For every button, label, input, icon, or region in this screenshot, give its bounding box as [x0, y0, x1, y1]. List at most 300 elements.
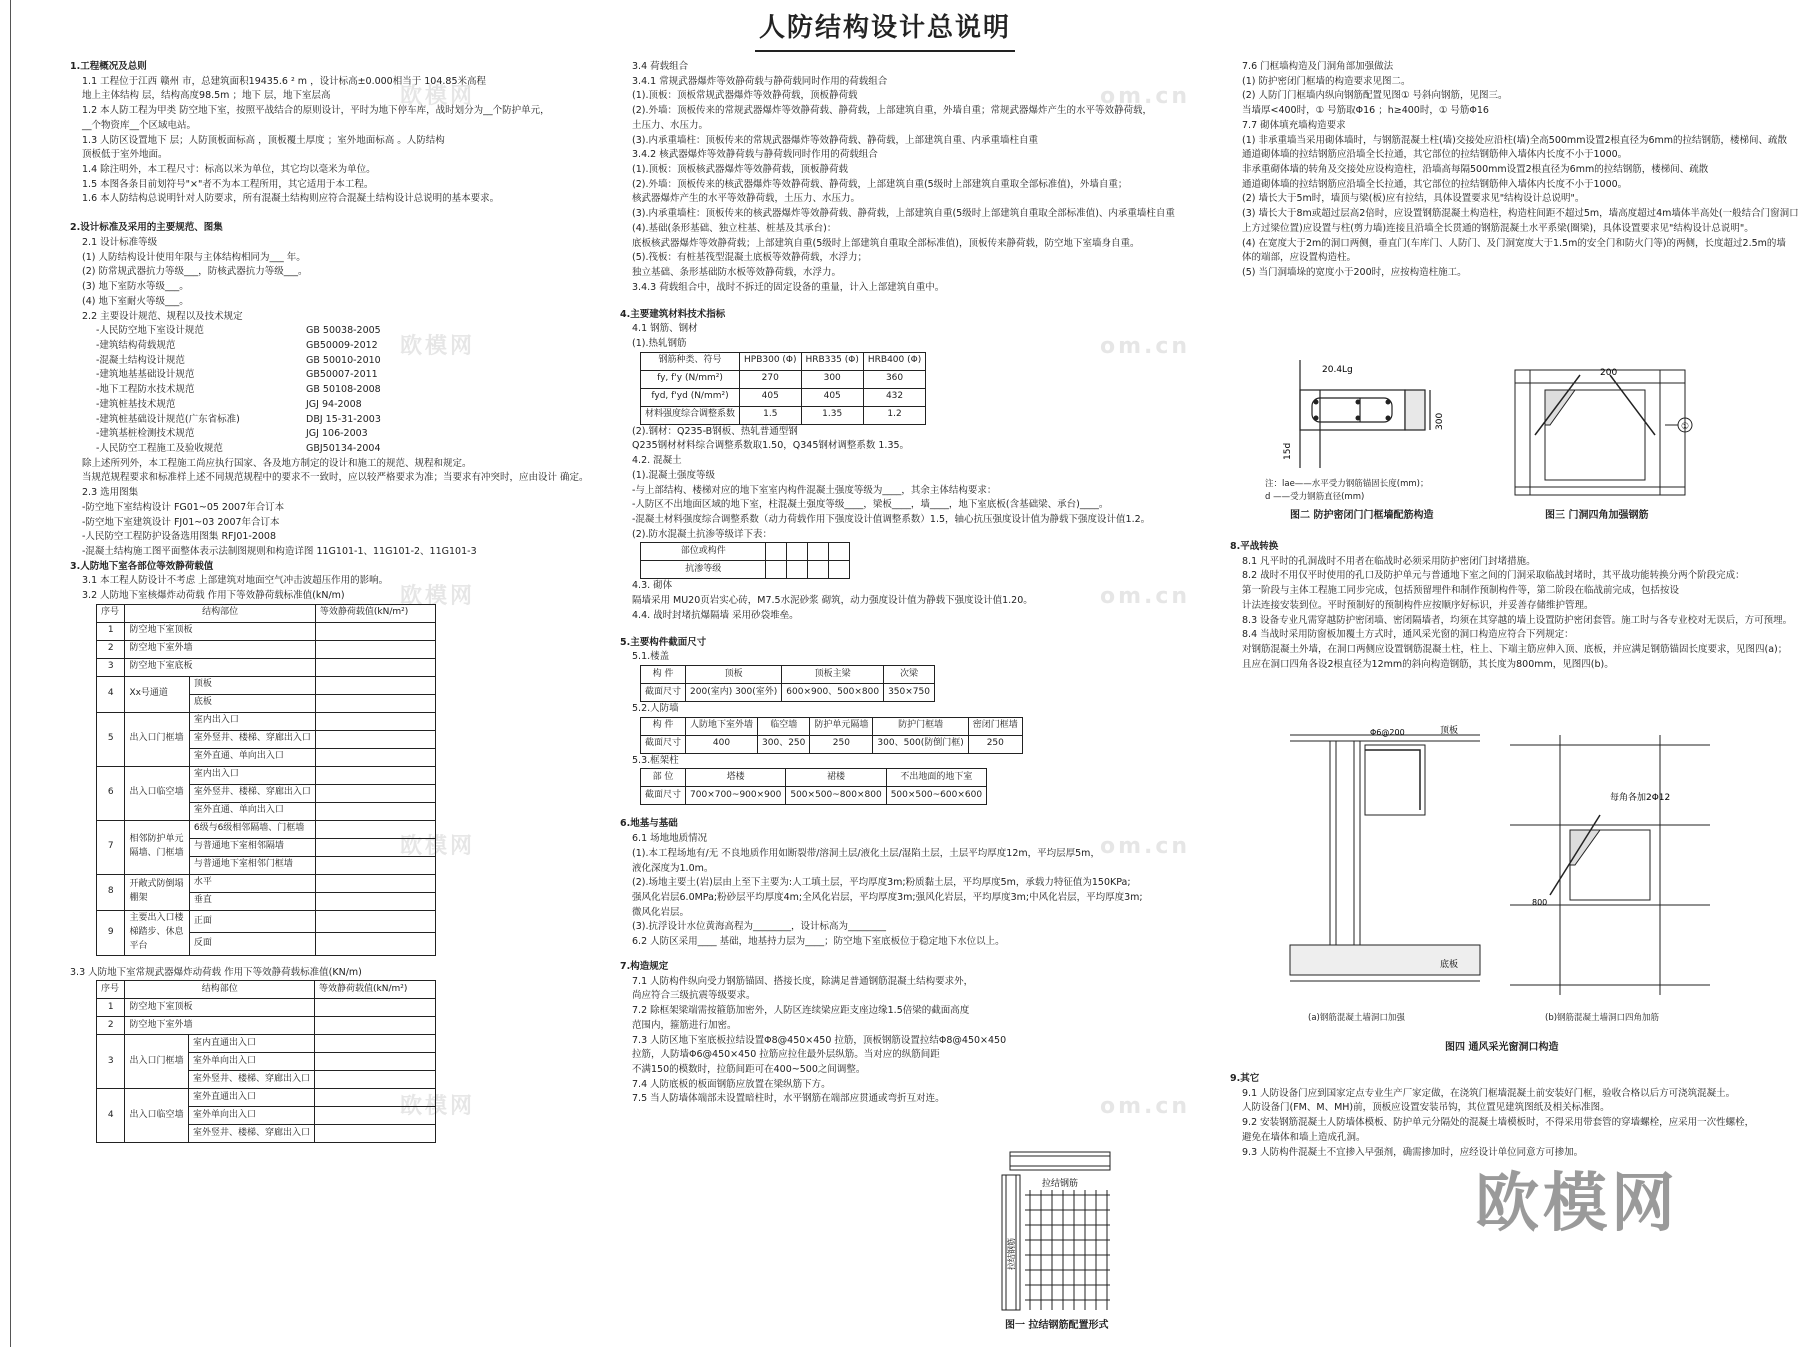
standard-item	[96, 427, 590, 442]
table-cell: HPB300 (Φ)	[740, 352, 802, 370]
text-line: (5) 当门洞墙垛的宽度小于200时，应按构造柱施工。	[1242, 267, 1467, 279]
text-line: 底板核武器爆炸等效静荷载；上部建筑自重(5级时上部建筑自重取全部标准值)，顶板传来静荷载，防空地下室墙身自重。	[632, 237, 1140, 249]
figure-1-side-label: 拉结钢筋	[1007, 1238, 1016, 1270]
value-cell	[315, 1035, 436, 1053]
standard-name: -建筑桩基技术规范	[96, 398, 176, 410]
text-line: -混凝土材料强度综合调整系数（动力荷载作用下强度设计值调整系数）1.5，轴心抗压强度设计值为静载下强度设计值1.2。	[632, 513, 1151, 525]
text-line: (5).筏板：有桩基筏型混凝土底板等效静荷载，水浮力；	[632, 252, 867, 264]
border-line	[10, 0, 11, 1347]
table-cell: 2	[97, 640, 125, 658]
table-cell: 防护门框墙	[873, 717, 968, 735]
text-line: 4.2. 混凝土	[632, 455, 682, 467]
text-line: (3).内承重墙柱：顶板传来的常规武器爆炸等效静荷载、静荷载，上部建筑自重、内承重墙柱自重	[632, 134, 1038, 146]
table-cell: 室外直通出入口	[189, 1089, 315, 1107]
value-cell	[315, 874, 435, 892]
text-line: 8.2 战时不用仅平时使用的孔口及防护单元与普通地下室之间的门洞采取临战封堵时，其平战功能转换分两个阶段完成：	[1242, 570, 1745, 582]
column-1	[70, 60, 590, 1143]
section-7-heading: 7.构造规定	[620, 960, 669, 972]
table-cell: 序号	[97, 981, 125, 999]
table-cell: 人防地下室外墙	[686, 717, 758, 735]
table-cell: 432	[863, 388, 925, 406]
watermark: 欧模网	[400, 84, 476, 109]
table-row	[97, 676, 436, 694]
standards-list	[70, 324, 590, 456]
value-cell	[315, 1089, 436, 1107]
table-header	[97, 604, 436, 622]
text-line: 土压力、水压力。	[632, 119, 709, 131]
table-row	[97, 874, 436, 892]
text-line: 通道砌体墙的拉结钢筋应沿墙全长拉通，其它部位的拉结钢筋伸入墙体内长度不小于1000。	[1242, 149, 1628, 161]
table-cell: 次梁	[884, 666, 935, 684]
table-cell: 300、500(防倒门框)	[873, 735, 968, 753]
standard-code: GB50007-2011	[306, 369, 378, 381]
figure-4-caption-b: (b)钢筋混凝土墙洞口四角加筋	[1545, 1013, 1660, 1023]
standard-name: -建筑基桩检测技术规范	[96, 428, 195, 440]
section-9-body	[1230, 1087, 1790, 1161]
text-line: 尚应符合三级抗震等级要求。	[632, 990, 756, 1002]
text-line: 9.3 人防构件混凝土不宜掺入早强剂，确需掺加时，应经设计单位同意方可掺加。	[1242, 1146, 1584, 1158]
watermark: 欧模网	[400, 584, 476, 609]
value-cell	[315, 1125, 436, 1143]
table-cell: 抗渗等级	[641, 561, 766, 579]
table-cell: HRB400 (Φ)	[863, 352, 925, 370]
section-4-body	[620, 322, 1140, 351]
text-line: (2) 墙长大于5m时，墙顶与梁(板)应有拉结，具体设置要求见"结构设计总说明"。	[1242, 193, 1585, 205]
table-cell: 反面	[189, 933, 315, 955]
text-line: 微风化岩层。	[632, 906, 690, 918]
text-line: 避免在墙体和墙上造成孔洞。	[1242, 1131, 1366, 1143]
table-cell: 防空地下室顶板	[125, 999, 315, 1017]
figure-2-dim-3: 300	[1435, 412, 1445, 430]
watermark: om.cn	[1100, 834, 1191, 859]
section-5-heading: 5.主要构件截面尺寸	[620, 636, 707, 648]
standard-code: JGJ 94-2008	[306, 398, 362, 410]
standard-name: -建筑结构荷载规范	[96, 339, 176, 351]
text-line: 地上主体结构 层，结构高度98.5m ；地下 层，地下室层高	[82, 90, 331, 102]
watermark: om.cn	[1100, 334, 1191, 359]
table-cell: 300	[801, 370, 863, 388]
value-cell	[315, 892, 435, 910]
text-line: -防空地下室建筑设计 FJ01~03 2007年合订本	[82, 516, 280, 528]
column-3	[1230, 60, 1799, 281]
section-9-heading: 9.其它	[1230, 1073, 1260, 1084]
text-line: 1.1 工程位于江西 赣州 市，总建筑面积19435.6 ² m ，设计标高±0.000相当于 104.85米高程	[82, 75, 486, 87]
text-line: 9.1 人防设备门应到国家定点专业生产厂家定做，在浇筑门框墙混凝土前安装好门框，验收合格以后方可浇筑混凝土。	[1242, 1087, 1736, 1099]
table-cell: 防护单元隔墙	[810, 717, 873, 735]
text-line: 7.6 门框墙构造及门洞角部加强做法	[1242, 61, 1394, 72]
section-8-heading: 8.平战转换	[1230, 541, 1279, 552]
value-cell	[315, 640, 435, 658]
table-row	[97, 640, 436, 658]
table-cell: 相邻防护单元隔墙、门框墙	[125, 820, 189, 874]
table-row	[641, 370, 926, 388]
table-cell: 底板	[189, 694, 315, 712]
table-row	[641, 406, 926, 424]
table-cell: 钢筋种类、符号	[641, 352, 740, 370]
impermeability-table	[640, 542, 850, 579]
figure-2-note-2: d ——受力钢筋直径(mm)	[1265, 492, 1365, 503]
text-line: 液化深度为1.0m。	[632, 862, 714, 874]
watermark: 欧模网	[400, 834, 476, 859]
table-cell: 防空地下室底板	[125, 658, 315, 676]
table-cell: 出入口门框墙	[125, 1035, 189, 1089]
standard-code: GB 50010-2010	[306, 354, 381, 366]
figure-4-label-length: 800	[1532, 898, 1548, 907]
text-line: 第一阶段与主体工程施工同步完成，包括预留埋件和制作预制构件等，第二阶段在临战前完成，包括按设	[1242, 585, 1680, 597]
text-line: 7.2 除框架梁端需按箍筋加密外，人防区连续梁应距支座边缘1.5倍梁的截面高度	[632, 1005, 970, 1017]
text-line: 当墙厚<400时，① 号筋取Φ16 ；h≥400时，① 号筋Φ16	[1242, 105, 1489, 117]
text-line: 7.5 当人防墙体端部未设置暗柱时，水平钢筋在端部应贯通或弯折互对连。	[632, 1093, 945, 1105]
table-cell: 截面尺寸	[641, 787, 686, 805]
text-line: -与上部结构、楼梯对应的地下室室内构件混凝土强度等级为____，其余主体结构要求：	[632, 484, 997, 496]
table-cell: 室外单向出入口	[189, 1053, 315, 1071]
table-cell	[787, 543, 808, 561]
standard-code: GBJ50134-2004	[306, 442, 381, 454]
text-line: (1).混凝土强度等级	[632, 469, 715, 481]
text-line: (2) 人防门门框墙内纵向钢筋配置见图① 号斜向钢筋，见图三。	[1242, 90, 1508, 102]
page-title: 人防结构设计总说明	[755, 8, 1015, 52]
section-7-body	[620, 975, 1140, 1107]
section-6-heading: 6.地基与基础	[620, 818, 678, 830]
table-cell: 室内出入口	[189, 766, 315, 784]
table-cell: 不出地面的地下室	[886, 769, 986, 787]
table-cell: 构 件	[641, 666, 686, 684]
table-cell: 室内直通出入口	[189, 1035, 315, 1053]
text-line: 1.2 本人防工程为甲类 防空地下室，按照平战结合的原则设计，平时为地下停车库，战时划分为__个防护单元，	[82, 105, 550, 117]
table-row	[97, 1089, 436, 1107]
table-row	[97, 658, 436, 676]
text-line: 1.3 人防区设置地下 层；人防顶板面标高 ，顶板覆土厚度 ；室外地面标高 。人防结构	[82, 134, 445, 146]
section-5-2-heading: 5.2.人防墙	[632, 703, 679, 714]
standard-item	[96, 339, 590, 354]
table-cell: 360	[863, 370, 925, 388]
table-cell: 部 位	[641, 769, 686, 787]
section-4-mid	[620, 425, 1151, 543]
table-cell: 顶板	[686, 666, 782, 684]
load-table-1	[96, 604, 436, 956]
text-line: Q235钢材材料综合调整系数取1.50，Q345钢材调整系数 1.35。	[632, 440, 910, 452]
figure-2-note-1: 注：lae——水平受力钢筋锚固长度(mm)；	[1265, 479, 1429, 489]
table-cell: 6	[97, 766, 125, 820]
text-line: (1) 非承重墙当采用砌体墙时，与钢筋混凝土柱(墙)交接处应沿柱(墙)全高500mm设置2根直径为6mm的拉结钢筋，楼梯间、疏散	[1242, 134, 1788, 146]
text-line: 核武器爆炸产生的水平等效静荷载，土压力、水压力。	[632, 193, 861, 205]
text-line: 当规范规程要求和标准样上述不同规范规程中的要求不一致时，应以较严格要求为准；当要求有冲突时，应由设计 确定。	[82, 472, 589, 484]
table-row	[97, 712, 436, 730]
text-line: (3) 地下室防水等级___。	[82, 281, 189, 293]
standard-name: -地下工程防水技术规范	[96, 384, 195, 396]
table-cell: 室外竖井、楼梯、穿廊出入口	[189, 784, 315, 802]
standard-code: GB50009-2012	[306, 339, 378, 351]
text-line: 1.4 除注明外，本工程尺寸：标高以米为单位，其它均以毫米为单位。	[82, 164, 376, 176]
standard-code: JGJ 106-2003	[306, 428, 368, 440]
figure-3-mark: ①	[1681, 422, 1690, 432]
table-row	[641, 787, 987, 805]
table-cell: 500×500~800×800	[786, 787, 886, 805]
table-cell: 裙楼	[786, 769, 886, 787]
text-line: 范围内，箍筋进行加密。	[632, 1019, 737, 1031]
table-cell	[829, 561, 850, 579]
section-1-heading: 1.工程概况及总则	[70, 61, 147, 72]
table-cell: 405	[801, 388, 863, 406]
text-line: 通道砌体墙的拉结钢筋应沿墙全长拉通，其它部位的拉结钢筋伸入墙体内长度不小于1000。	[1242, 178, 1628, 190]
value-cell	[315, 766, 435, 784]
table-cell: 主要出入口楼梯踏步、休息平台	[125, 910, 189, 955]
table-cell	[808, 543, 829, 561]
table-row	[641, 543, 850, 561]
table-cell: 出入口临空墙	[125, 766, 189, 820]
text-line: 4.4. 战时封堵抗爆隔墙 采用砂袋堆垒。	[632, 609, 799, 621]
table-cell: 500×500~600×600	[886, 787, 986, 805]
standard-name: -混凝土结构设计规范	[96, 354, 185, 366]
value-cell	[315, 802, 435, 820]
text-line: 2.2 主要设计规范、规程以及技术规定	[82, 310, 243, 322]
text-line: 对钢筋混凝土外墙，在洞口两侧应设置钢筋混凝土柱，柱上、下端主筋应伸入顶、底板，并应满足钢筋锚固长度要求，见图四(a)；	[1242, 644, 1788, 656]
section-7-6-body	[1230, 60, 1790, 119]
table-cell	[829, 543, 850, 561]
section-3-heading: 3.人防地下室各部位等效静荷载值	[70, 560, 214, 572]
value-cell	[315, 1017, 436, 1035]
text-line: 计法连接安装到位。平时预制好的预制构件应按顺序好标识，并妥善存储维护管理。	[1242, 599, 1594, 611]
table-cell: 室外单向出入口	[189, 1107, 315, 1125]
standard-code: GB 50108-2008	[306, 384, 381, 396]
figure-4-label-bottom: 底板	[1440, 960, 1459, 970]
section-5-1-heading: 5.1.楼盖	[632, 651, 670, 663]
text-line: 9.2 安装钢筋混凝土人防墙体模板、防护单元分隔处的混凝土墙模板时，不得采用带套管的穿墙螺栓，应采用一次性螺栓，	[1242, 1117, 1755, 1129]
value-cell	[315, 784, 435, 802]
table-cell: 与普通地下室相邻门框墙	[189, 856, 315, 874]
table-row	[641, 352, 926, 370]
table-cell: 1.2	[863, 406, 925, 424]
figure-4-drawing	[1270, 705, 1720, 1025]
text-line: (4) 地下室耐火等级___。	[82, 295, 189, 307]
table-cell: 300、250	[758, 735, 810, 753]
text-line: (2).防水混凝土抗渗等级详下表：	[632, 528, 772, 540]
table-row	[97, 999, 436, 1017]
table-cell: 600×900、500×800	[782, 684, 884, 702]
table-cell: fyd, f'yd (N/mm²)	[641, 388, 740, 406]
text-line: (2) 防常规武器抗力等级___，防核武器抗力等级___。	[82, 266, 308, 278]
text-line: 4.3. 砌体	[632, 580, 673, 592]
section-4-tail	[620, 579, 1140, 623]
text-line: 7.3 人防区地下室底板拉结设置Φ8@450×450 拉筋，顶板钢筋设置拉结Φ8@450×450	[632, 1034, 1007, 1046]
text-line: 体的端部，应设置构造柱。	[1242, 252, 1357, 264]
standard-name: -建筑地基基础设计规范	[96, 369, 195, 381]
figure-4-label-rebar: Φ6@200	[1370, 728, 1405, 737]
figure-3-dim: 200	[1600, 368, 1618, 378]
table-cell: 200(室内) 300(室外)	[686, 684, 782, 702]
table-cell	[808, 561, 829, 579]
load-table-2	[96, 980, 436, 1143]
text-line: -混凝土结构施工图平面整体表示法制图规则和构造详图 11G101-1、11G101-2、11G101-3	[82, 546, 477, 557]
text-line: 3.2 人防地下室核爆炸动荷载 作用下等效静荷载标准值(kN/m)	[82, 590, 345, 602]
table-row	[97, 1035, 436, 1053]
text-line: __个物资库__个区域电站。	[82, 119, 197, 131]
text-line: 3.4.2 核武器爆炸等效静荷载与静荷载同时作用的荷载组合	[632, 149, 878, 161]
text-line: -人民防空工程防护设备选用图集 RFJ01-2008	[82, 531, 277, 543]
figure-2-title: 图二 防护密闭门门框墙配筋构造	[1290, 510, 1434, 521]
value-cell	[315, 730, 435, 748]
standard-item	[96, 383, 590, 398]
table-cell: 塔楼	[686, 769, 786, 787]
text-line: (1).热轧钢筋	[632, 337, 687, 349]
watermark: 欧模网	[400, 334, 476, 359]
text-line: 7.4 人防底板的板面钢筋应放置在梁纵筋下方。	[632, 1078, 831, 1090]
text-line: (1).顶板：顶板核武器爆炸等效静荷载，顶板静荷载	[632, 164, 848, 176]
value-cell	[315, 1071, 436, 1089]
section-8-body	[1230, 555, 1793, 673]
section-4-heading: 4.主要建筑材料技术指标	[620, 308, 726, 320]
table-cell: 密闭门框墙	[968, 717, 1022, 735]
text-line: (1) 防护密闭门框墙的构造要求见图二。	[1242, 75, 1411, 87]
watermark: om.cn	[1100, 1094, 1191, 1119]
text-line: 8.1 凡平时的孔洞战时不用者在临战时必须采用防护密闭门封堵措施。	[1242, 555, 1536, 567]
table-cell: 出入口临空墙	[125, 1089, 189, 1143]
table-cell: Xx号通道	[125, 676, 189, 712]
section-7-7-body	[1230, 119, 1799, 281]
table-cell: 8	[97, 874, 125, 910]
figure-3-drawing	[1505, 365, 1705, 500]
table-cell: 防空地下室顶板	[125, 622, 315, 640]
standard-item	[96, 398, 590, 413]
table-row	[641, 388, 926, 406]
table-cell: 6级与6级相邻隔墙、门框墙	[189, 820, 315, 838]
table-cell: 水平	[189, 874, 315, 892]
text-line: (1).顶板：顶板常规武器爆炸等效静荷载，顶板静荷载	[632, 90, 858, 102]
text-line: (4) 在宽度大于2m的洞口两侧，垂直门(车库门、人防门、及门洞宽度大于1.5m的安全门和防火门等)的两侧，长度超过2.5m的墙	[1242, 237, 1786, 249]
value-cell	[315, 910, 435, 932]
value-cell	[315, 1107, 436, 1125]
table-cell: 1	[97, 622, 125, 640]
figure-2-notes	[1265, 478, 1429, 504]
section-3-body	[70, 574, 590, 603]
text-line: (2).钢材：Q235-B钢板、热轧普通型钢	[632, 425, 798, 437]
table-cell: 室外竖井、楼梯、穿廊出入口	[189, 1125, 315, 1143]
figure-1-label: 拉结钢筋	[1041, 1179, 1079, 1189]
value-cell	[315, 999, 436, 1017]
figure-1-drawing	[1000, 1150, 1120, 1330]
table-cell: 开敞式防倒塌棚架	[125, 874, 189, 910]
text-line: 人防设备门(FM、M、MH)前，顶板应设置安装吊钩，其位置见建筑图纸及相关标准图。	[1242, 1102, 1610, 1114]
table-cell: 1	[97, 999, 125, 1017]
table-cell	[766, 543, 787, 561]
section-2-body	[70, 236, 590, 324]
text-line: -人防区不出地面区域的地下室，柱混凝土强度等级____，梁板____，墙____，地下室底板(含基础梁、承台)____。	[632, 499, 1109, 511]
table-row	[641, 735, 1023, 753]
text-line: 3.4 荷载组合	[632, 61, 689, 72]
text-line: -防空地下室结构设计 FG01~05 2007年合订本	[82, 501, 285, 513]
value-cell	[315, 820, 435, 838]
section-3-3-heading: 3.3 人防地下室常规武器爆炸动荷载 作用下等效静荷载标准值(KN/m)	[70, 966, 362, 978]
text-line: 8.3 设备专业凡需穿越防护密闭墙、密闭隔墙者，均须在其穿越的墙上设置防护密闭套管。施工时与各专业校对无误后，方可预埋。	[1242, 614, 1793, 626]
text-line: (3).抗浮设计水位黄海高程为________，设计标高为________	[632, 921, 886, 933]
standard-item	[96, 324, 590, 339]
text-line: 4.1 钢筋、钢材	[632, 323, 698, 335]
table-row	[97, 910, 436, 932]
table-cell: 防空地下室外墙	[125, 1017, 315, 1035]
table-cell: 270	[740, 370, 802, 388]
figure-4-caption-a: (a)钢筋混凝土墙洞口加强	[1308, 1013, 1405, 1023]
table-cell: 出入口门框墙	[125, 712, 189, 766]
text-line: 6.1 场地地质情况	[632, 833, 708, 845]
table-cell: 等效静荷载值(kN/m²)	[315, 604, 435, 622]
table-cell: 350×750	[884, 684, 935, 702]
table-cell: 7	[97, 820, 125, 874]
table-cell: fy, f'y (N/mm²)	[641, 370, 740, 388]
table-cell: 700×700~900×900	[686, 787, 786, 805]
table-cell: HRB335 (Φ)	[801, 352, 863, 370]
text-line: (2).场地主要土(岩)层由上至下主要为:人工填土层，平均厚度3m;粉质黏土层，平均厚度5m，承载力特征值为150KPa;	[632, 877, 1131, 889]
table-cell: 序号	[97, 604, 125, 622]
text-line: 6.2 人防区采用____ 基础，地基持力层为____；防空地下室底板位于稳定地下水位以上。	[632, 936, 1005, 948]
text-line: 3.1 本工程人防设计不考虑 上部建筑对地面空气冲击波超压作用的影响。	[82, 575, 389, 587]
figure-2-drawing	[1260, 350, 1450, 480]
table-cell: 3	[97, 1035, 125, 1089]
text-line: 7.7 砌体填充墙构造要求	[1242, 119, 1346, 131]
table-cell: 截面尺寸	[641, 684, 686, 702]
figure-1-title: 图一 拉结钢筋配置形式	[1005, 1320, 1109, 1331]
text-line: (1).本工程场地有/无 不良地质作用如断裂带/溶洞土层/液化土层/湿陷土层，土层平均厚度12m，平均层厚5m，	[632, 847, 1100, 859]
value-cell	[315, 712, 435, 730]
table-cell: 室外直通、单向出入口	[189, 802, 315, 820]
value-cell	[315, 933, 435, 955]
text-line: (1) 人防结构设计使用年限与主体结构相同为___ 年。	[82, 251, 306, 263]
standard-item	[96, 354, 590, 369]
text-line: 8.4 当战时采用防窗板加覆土方式时，通风采光窗的洞口构造应符合下列规定：	[1242, 629, 1574, 641]
value-cell	[315, 694, 435, 712]
text-line: 3.4.1 常规武器爆炸等效静荷载与静荷载同时作用的荷载组合	[632, 75, 888, 87]
watermark: om.cn	[1100, 584, 1191, 609]
table-row	[641, 561, 850, 579]
column-3-bottom	[1230, 1072, 1790, 1160]
text-line: (4).基础(条形基础、独立柱基、桩基及其承台)：	[632, 222, 837, 234]
standard-item	[96, 442, 590, 457]
table-cell: 9	[97, 910, 125, 955]
standard-item	[96, 368, 590, 383]
table-cell: 1.35	[801, 406, 863, 424]
table-cell: 1.5	[740, 406, 802, 424]
text-line: 不满150的模数时，拉筋间距可在400~500之间调整。	[632, 1063, 866, 1075]
table-cell: 顶板主梁	[782, 666, 884, 684]
value-cell	[315, 856, 435, 874]
value-cell	[315, 658, 435, 676]
text-line: 2.1 设计标准等级	[82, 236, 158, 248]
table-cell: 临空墙	[758, 717, 810, 735]
table-row	[97, 622, 436, 640]
table-cell: 5	[97, 712, 125, 766]
text-line: 非承重砌体墙的转角及交接处应设构造柱，沿墙高每隔500mm设置2根直径为6mm的拉结钢筋，楼梯间、疏散	[1242, 164, 1709, 176]
text-line: 上方过梁位置)应设置与柱(剪力墙)连接且沿墙全长贯通的钢筋混凝土水平系梁(圈梁)，具体设置要求见"结构设计总说明"。	[1242, 222, 1754, 234]
standard-name: -人民防空地下室设计规范	[96, 325, 204, 337]
table-cell: 结构部位	[125, 604, 315, 622]
table-cell: 截面尺寸	[641, 735, 686, 753]
table-cell: 防空地下室外墙	[125, 640, 315, 658]
value-cell	[315, 676, 435, 694]
table-cell: 室外竖井、楼梯、穿廊出入口	[189, 730, 315, 748]
table-row	[641, 717, 1023, 735]
value-cell	[315, 748, 435, 766]
text-line: 7.1 人防构件纵向受力钢筋锚固、搭接长度，除满足普通钢筋混凝土结构要求外，	[632, 975, 974, 987]
brand-watermark: 欧模网	[1475, 1167, 1679, 1241]
value-cell	[315, 838, 435, 856]
table-row	[97, 1017, 436, 1035]
table-header	[97, 981, 436, 999]
section-5-3-heading: 5.3.框架柱	[632, 754, 679, 766]
standard-code: DBJ 15-31-2003	[306, 413, 381, 425]
text-line: (3).内承重墙柱：顶板传来的核武器爆炸等效静荷载、静荷载，上部建筑自重(5级时上部建筑自重取全部标准值)、内承重墙柱自重	[632, 208, 1175, 220]
text-line: 拉筋，人防墙Φ6@450×450 拉筋应拉住最外层纵筋。当对应的纵筋间距	[632, 1049, 940, 1061]
table-cell: 垂直	[189, 892, 315, 910]
table-cell: 3	[97, 658, 125, 676]
